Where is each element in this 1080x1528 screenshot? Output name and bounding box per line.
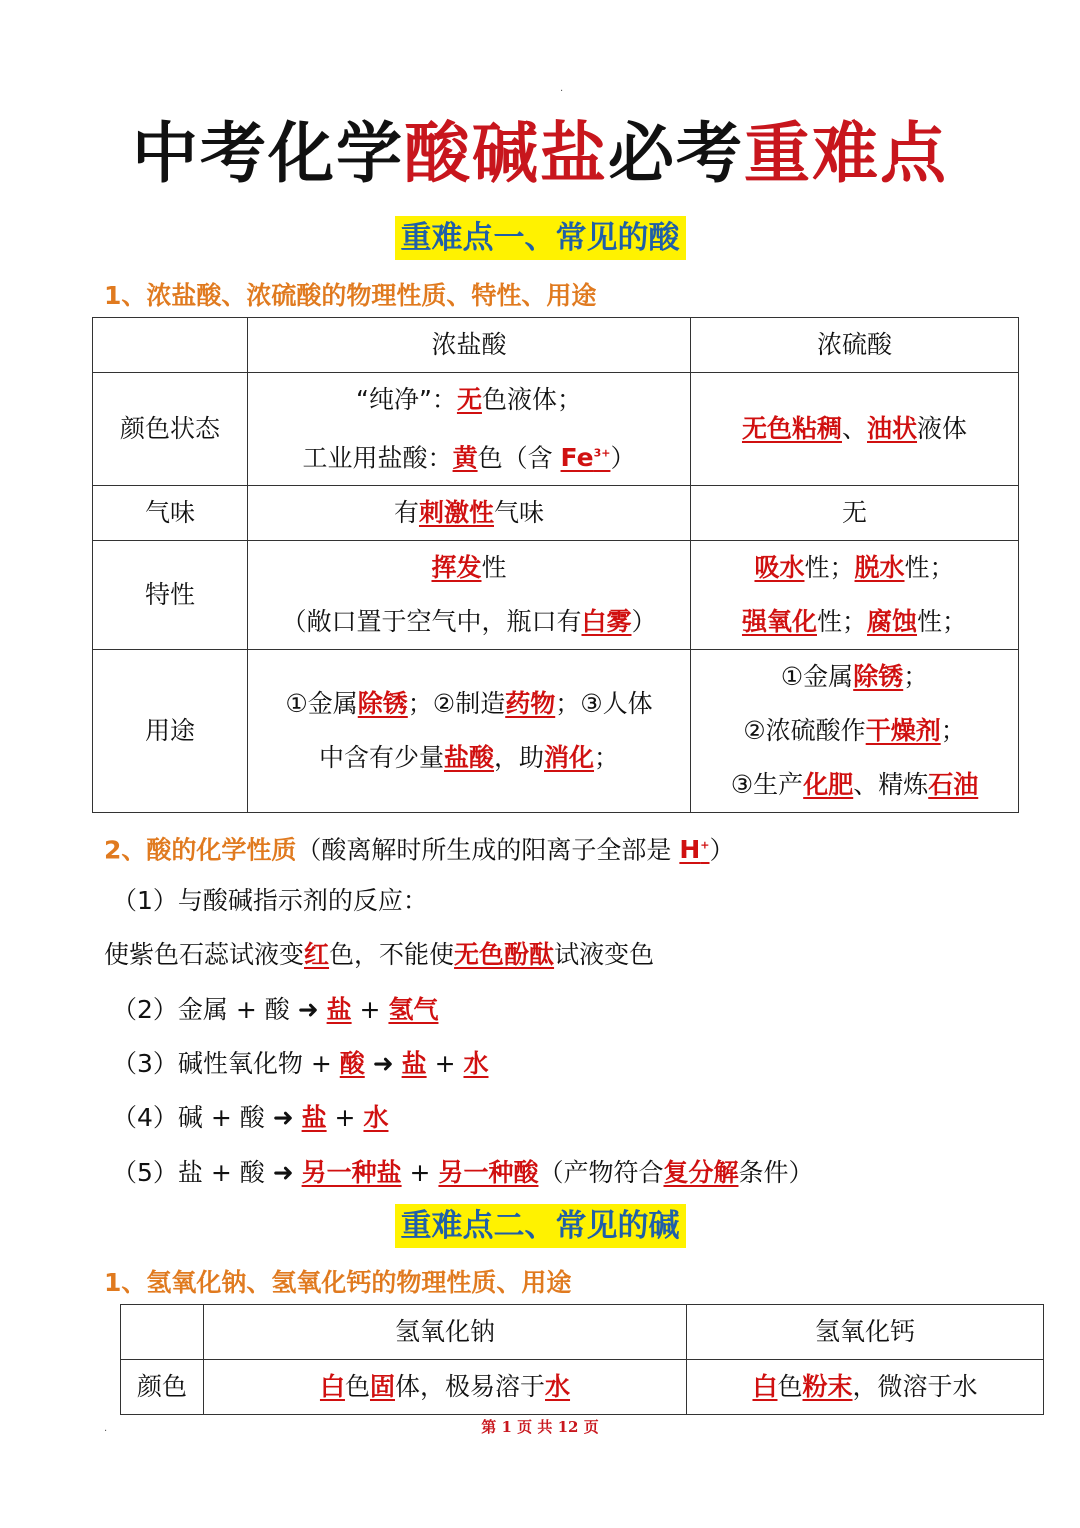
table-header: 浓硫酸 <box>691 318 1019 373</box>
subheading-acid-chemical: 2、酸的化学性质（酸离解时所生成的阳离子全部是 H+） <box>104 835 735 865</box>
table-cell: 白色固体，极易溶于水 <box>204 1360 687 1415</box>
top-dot: · <box>560 86 564 97</box>
table-cell <box>93 318 248 373</box>
row-label: 用途 <box>93 650 248 813</box>
property-line-5: （4）碱 + 酸 ➜ 盐 + 水 <box>112 1103 389 1132</box>
table-cell <box>121 1305 204 1360</box>
subheading-base-physical: 1、氢氧化钠、氢氧化钙的物理性质、用途 <box>104 1268 572 1297</box>
table-row <box>93 486 1019 541</box>
row-label: 特性 <box>93 541 248 650</box>
row-label: 气味 <box>93 486 248 541</box>
table-cell: 有刺激性气味 <box>248 486 691 541</box>
page-footer: 第 1 页 共 12 页 <box>481 1418 599 1436</box>
page-title: 中考化学酸碱盐必考重难点 <box>132 115 948 192</box>
table-row <box>93 650 1019 813</box>
row-label: 颜色状态 <box>93 373 248 486</box>
acid-properties-table <box>92 317 1019 813</box>
section-heading-acids: 重难点一、常见的酸 <box>0 216 1080 260</box>
table-row <box>121 1360 1044 1415</box>
table-cell: “纯净”：无色液体； 工业用盐酸：黄色（含 $Fe^{3+}$） <box>248 373 691 486</box>
table-cell: 挥发性 （敞口置于空气中，瓶口有白雾） <box>248 541 691 650</box>
property-line-3: （2）金属 + 酸 ➜ 盐 + 氢气 <box>112 995 439 1024</box>
section-heading-bases: 重难点二、常见的碱 <box>0 1204 1080 1248</box>
table-row <box>93 373 1019 486</box>
table-cell: 无 <box>691 486 1019 541</box>
table-header: 氢氧化钠 <box>204 1305 687 1360</box>
table-cell: 吸水性；脱水性； 强氧化性；腐蚀性； <box>691 541 1019 650</box>
property-line-4: （3）碱性氧化物 + 酸 ➜ 盐 + 水 <box>112 1049 489 1078</box>
table-cell: ①金属除锈； ②浓硫酸作干燥剂； ③生产化肥、精炼石油 <box>691 650 1019 813</box>
table-row <box>93 318 1019 373</box>
table-header: 氢氧化钙 <box>687 1305 1044 1360</box>
table-row <box>93 541 1019 650</box>
subheading-acid-physical: 1、浓盐酸、浓硫酸的物理性质、特性、用途 <box>104 281 597 310</box>
table-cell: 白色粉末，微溶于水 <box>687 1360 1044 1415</box>
base-properties-table <box>120 1304 1044 1415</box>
table-cell: 无色粘稠、油状液体 <box>691 373 1019 486</box>
property-line-2: 使紫色石蕊试液变红色，不能使无色酚酞试液变色 <box>104 940 655 969</box>
table-cell: ①金属除锈；②制造药物；③人体 中含有少量盐酸，助消化； <box>248 650 691 813</box>
table-header: 浓盐酸 <box>248 318 691 373</box>
property-line-6: （5）盐 + 酸 ➜ 另一种盐 + 另一种酸（产物符合复分解条件） <box>112 1158 814 1187</box>
row-label: 颜色 <box>121 1360 204 1415</box>
table-row <box>121 1305 1044 1360</box>
bottom-dot: · <box>104 1426 108 1437</box>
property-line-1: （1）与酸碱指示剂的反应： <box>112 886 428 915</box>
